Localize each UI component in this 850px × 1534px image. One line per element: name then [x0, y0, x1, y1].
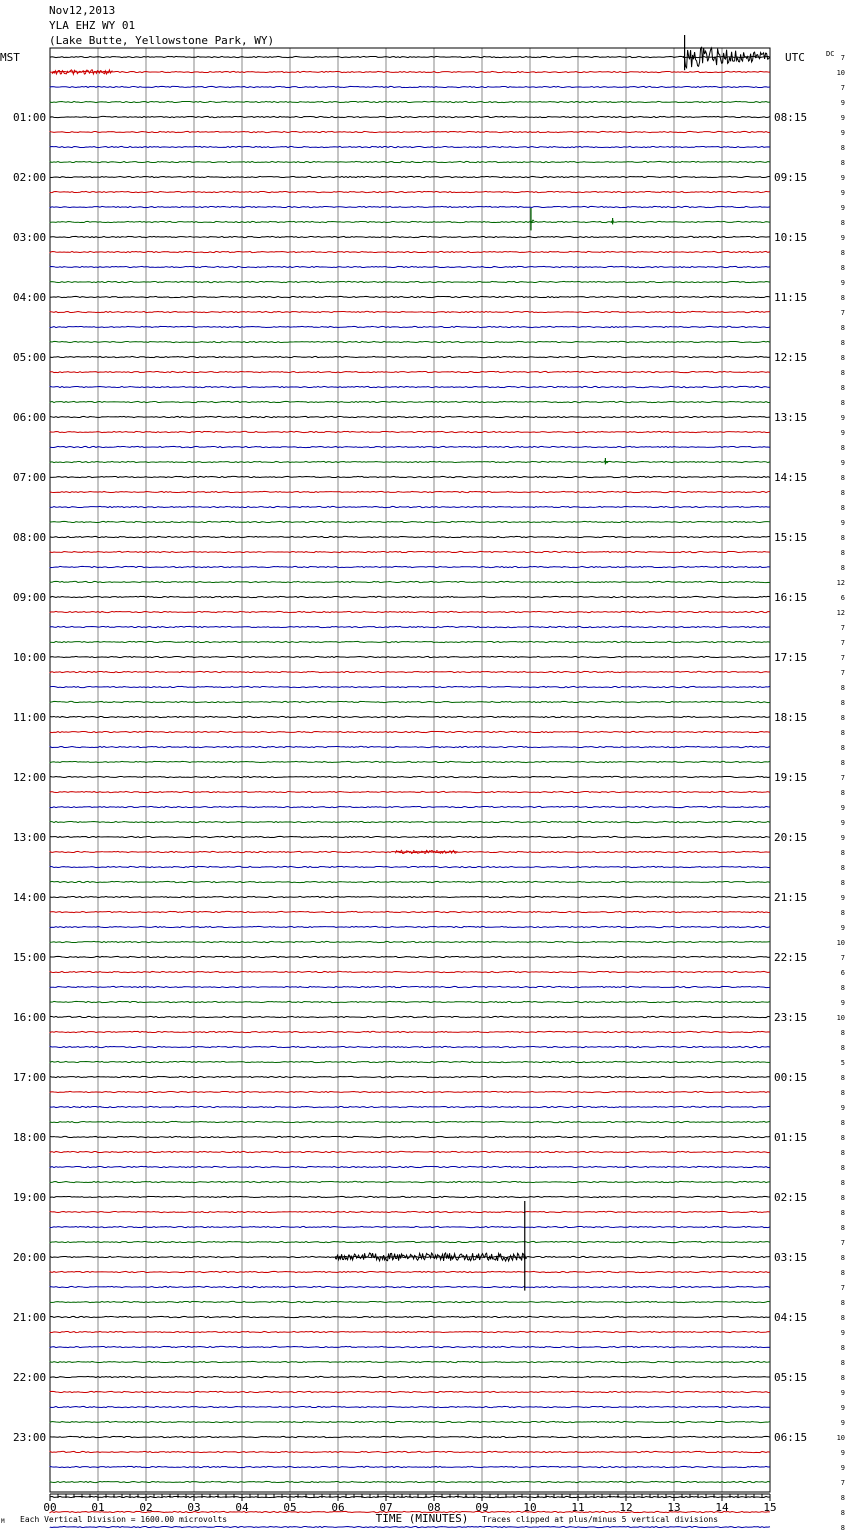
trace-row	[50, 221, 770, 222]
trace-row	[50, 641, 770, 642]
trace-row	[50, 1241, 770, 1242]
trace-row	[50, 356, 770, 357]
x-tick-label: 15	[763, 1501, 777, 1514]
hour-label-mst: 12:00	[13, 771, 47, 784]
trace-row	[50, 761, 770, 762]
dc-value: 8	[840, 1269, 845, 1277]
dc-value: 8	[840, 219, 845, 227]
dc-value: 7	[840, 1284, 845, 1292]
dc-value: 9	[840, 1389, 845, 1397]
dc-value: 9	[840, 174, 845, 182]
trace-row	[50, 911, 770, 912]
hour-label-utc: 10:15	[774, 231, 808, 244]
dc-value: 8	[840, 1074, 845, 1082]
dc-value: 8	[840, 1209, 845, 1217]
dc-value: 8	[840, 1314, 845, 1322]
dc-value: 8	[840, 909, 845, 917]
dc-value: 8	[840, 159, 845, 167]
dc-value: 8	[840, 879, 845, 887]
trace-row	[50, 1466, 770, 1467]
hour-label-mst: 05:00	[13, 351, 47, 364]
trace-row	[50, 881, 770, 882]
dc-value: 7	[840, 54, 845, 62]
hour-label-mst: 23:00	[13, 1431, 47, 1444]
trace-row	[50, 56, 770, 57]
trace-row	[50, 866, 770, 867]
dc-value: 8	[840, 249, 845, 257]
dc-value: 9	[840, 999, 845, 1007]
hour-label-utc: 09:15	[774, 171, 808, 184]
trace-row	[50, 1316, 770, 1317]
dc-value: 9	[840, 234, 845, 242]
chart-date: Nov12,2013	[49, 4, 116, 17]
trace-row	[50, 296, 770, 297]
trace-row	[50, 536, 770, 537]
trace-row	[50, 611, 770, 612]
dc-value: 8	[840, 1089, 845, 1097]
dc-value: 8	[840, 549, 845, 557]
trace-row	[50, 236, 770, 237]
x-tick-label: 14	[715, 1501, 729, 1514]
trace-row	[50, 1361, 770, 1362]
dc-value: 8	[840, 849, 845, 857]
x-tick-label: 12	[619, 1501, 633, 1514]
dc-value: 8	[840, 1494, 845, 1502]
hour-label-utc: 12:15	[774, 351, 808, 364]
dc-value: 8	[840, 864, 845, 872]
dc-value: 9	[840, 279, 845, 287]
dc-value: 10	[836, 69, 845, 77]
hour-label-mst: 07:00	[13, 471, 47, 484]
dc-value: 9	[840, 459, 845, 467]
trace-row	[50, 1376, 770, 1377]
trace-row	[50, 176, 770, 177]
hour-label-utc: 04:15	[774, 1311, 808, 1324]
dc-value: 8	[840, 714, 845, 722]
dc-value: 8	[840, 1119, 845, 1127]
right-timezone-label: UTC	[785, 51, 805, 64]
dc-value: 9	[840, 429, 845, 437]
hour-label-utc: 22:15	[774, 951, 808, 964]
x-tick-label: 00	[43, 1501, 57, 1514]
dc-value: 9	[840, 189, 845, 197]
dc-value: 8	[840, 504, 845, 512]
x-tick-label: 07	[379, 1501, 393, 1514]
dc-value: 8	[840, 1344, 845, 1352]
trace-row	[50, 1031, 770, 1032]
dc-value: 7	[840, 1479, 845, 1487]
dc-value: 8	[840, 144, 845, 152]
dc-value: 9	[840, 1329, 845, 1337]
hour-label-mst: 21:00	[13, 1311, 47, 1324]
seismic-event	[336, 1253, 525, 1261]
trace-row	[50, 146, 770, 147]
trace-row	[50, 1526, 770, 1527]
trace-row	[50, 941, 770, 942]
dc-value: 5	[840, 1059, 845, 1067]
trace-row	[50, 1136, 770, 1137]
trace-row	[50, 116, 770, 117]
dc-value: 8	[840, 384, 845, 392]
dc-value: 8	[840, 1029, 845, 1037]
dc-value: 8	[840, 684, 845, 692]
trace-row	[50, 1076, 770, 1077]
trace-row	[50, 1301, 770, 1302]
station-location: (Lake Butte, Yellowstone Park, WY)	[49, 34, 275, 47]
dc-value: 12	[836, 579, 845, 587]
trace-row	[50, 671, 770, 672]
trace-row	[50, 806, 770, 807]
hour-label-mst: 17:00	[13, 1071, 47, 1084]
clip-note: Traces clipped at plus/minus 5 vertical divisions	[482, 1515, 719, 1524]
dc-value: 6	[840, 594, 845, 602]
dc-value: 9	[840, 1104, 845, 1112]
hour-label-utc: 08:15	[774, 111, 808, 124]
trace-row	[50, 551, 770, 552]
dc-value: 8	[840, 1374, 845, 1382]
trace-row	[50, 311, 770, 312]
scale-note: Each Vertical Division = 1600.00 microvolts	[20, 1515, 228, 1524]
dc-value: 6	[840, 969, 845, 977]
hour-label-utc: 23:15	[774, 1011, 808, 1024]
dc-value: 9	[840, 519, 845, 527]
hour-label-mst: 10:00	[13, 651, 47, 664]
hour-label-mst: 14:00	[13, 891, 47, 904]
trace-row	[50, 821, 770, 822]
dc-value: 7	[840, 954, 845, 962]
hour-label-utc: 15:15	[774, 531, 808, 544]
dc-value: 8	[840, 489, 845, 497]
trace-row	[50, 1271, 770, 1272]
trace-row	[50, 1061, 770, 1062]
trace-row	[50, 341, 770, 342]
dc-value: 8	[840, 339, 845, 347]
dc-value: 9	[840, 1464, 845, 1472]
dc-value: 8	[840, 1134, 845, 1142]
trace-row	[50, 1181, 770, 1182]
dc-value: 7	[840, 84, 845, 92]
dc-value: 8	[840, 1179, 845, 1187]
dc-value: 8	[840, 399, 845, 407]
trace-row	[50, 476, 770, 477]
dc-value: 7	[840, 624, 845, 632]
dc-value: 9	[840, 1419, 845, 1427]
dc-value: 9	[840, 114, 845, 122]
hour-label-utc: 05:15	[774, 1371, 808, 1384]
dc-value: 8	[840, 444, 845, 452]
dc-value: 10	[836, 1434, 845, 1442]
trace-row	[50, 326, 770, 327]
trace-row	[50, 1166, 770, 1167]
dc-value: 9	[840, 129, 845, 137]
trace-row	[50, 131, 770, 132]
trace-row	[50, 491, 770, 492]
trace-row	[50, 161, 770, 162]
corner-mark: M	[1, 1518, 5, 1525]
trace-row	[50, 281, 770, 282]
dc-value: 8	[840, 264, 845, 272]
trace-row	[50, 596, 770, 597]
dc-value: 8	[840, 699, 845, 707]
hour-label-utc: 01:15	[774, 1131, 808, 1144]
dc-value: 8	[840, 1509, 845, 1517]
dc-value: 9	[840, 804, 845, 812]
trace-row	[50, 791, 770, 792]
trace-row	[50, 71, 770, 72]
trace-row	[50, 956, 770, 957]
trace-row	[50, 1421, 770, 1422]
hour-label-mst: 03:00	[13, 231, 47, 244]
dc-value: 8	[840, 789, 845, 797]
trace-row	[50, 266, 770, 267]
dc-value: 8	[840, 744, 845, 752]
dc-value: 9	[840, 819, 845, 827]
dc-value: 7	[840, 669, 845, 677]
dc-value: 9	[840, 99, 845, 107]
left-timezone-label: MST	[0, 51, 20, 64]
trace-row	[50, 506, 770, 507]
trace-row	[50, 191, 770, 192]
dc-value: 8	[840, 1224, 845, 1232]
trace-row	[50, 1451, 770, 1452]
dc-value: 9	[840, 924, 845, 932]
trace-row	[50, 971, 770, 972]
hour-label-mst: 13:00	[13, 831, 47, 844]
hour-label-mst: 09:00	[13, 591, 47, 604]
hour-label-utc: 02:15	[774, 1191, 808, 1204]
trace-row	[50, 101, 770, 102]
hour-label-mst: 20:00	[13, 1251, 47, 1264]
x-tick-label: 11	[571, 1501, 585, 1514]
dc-value: 8	[840, 534, 845, 542]
x-axis-title: TIME (MINUTES)	[375, 1512, 469, 1525]
dc-value: 9	[840, 834, 845, 842]
dc-value: 7	[840, 1239, 845, 1247]
hour-label-utc: 17:15	[774, 651, 808, 664]
trace-row	[50, 86, 770, 87]
dc-value: 8	[840, 1524, 845, 1532]
trace-row	[50, 566, 770, 567]
dc-value: 9	[840, 204, 845, 212]
trace-row	[50, 776, 770, 777]
hour-label-utc: 14:15	[774, 471, 808, 484]
hour-label-utc: 11:15	[774, 291, 808, 304]
hour-label-utc: 20:15	[774, 831, 808, 844]
hour-label-mst: 18:00	[13, 1131, 47, 1144]
trace-row	[50, 1331, 770, 1332]
hour-label-mst: 22:00	[13, 1371, 47, 1384]
dc-value: 8	[840, 1299, 845, 1307]
hour-label-utc: 06:15	[774, 1431, 808, 1444]
dc-value: 8	[840, 759, 845, 767]
x-tick-label: 05	[283, 1501, 297, 1514]
hour-label-mst: 06:00	[13, 411, 47, 424]
hour-label-mst: 11:00	[13, 711, 47, 724]
trace-row	[50, 926, 770, 927]
dc-value: 8	[840, 984, 845, 992]
dc-value: 9	[840, 894, 845, 902]
trace-row	[50, 1106, 770, 1107]
trace-row	[50, 1016, 770, 1017]
trace-row	[50, 1226, 770, 1227]
dc-value: 8	[840, 474, 845, 482]
dc-value: 8	[840, 1044, 845, 1052]
dc-value: 7	[840, 774, 845, 782]
x-tick-label: 02	[139, 1501, 153, 1514]
hour-label-utc: 16:15	[774, 591, 808, 604]
dc-value: 8	[840, 354, 845, 362]
trace-row	[50, 626, 770, 627]
x-tick-label: 04	[235, 1501, 249, 1514]
trace-row	[50, 686, 770, 687]
trace-row	[50, 1391, 770, 1392]
trace-row	[50, 1121, 770, 1122]
trace-row	[50, 386, 770, 387]
trace-row	[50, 896, 770, 897]
dc-value: 8	[840, 1254, 845, 1262]
trace-row	[50, 1196, 770, 1197]
hour-label-utc: 19:15	[774, 771, 808, 784]
dc-value: 7	[840, 654, 845, 662]
hour-label-mst: 01:00	[13, 111, 47, 124]
trace-row	[50, 1436, 770, 1437]
trace-row	[50, 1346, 770, 1347]
dc-value: 10	[836, 1014, 845, 1022]
dc-value: 8	[840, 324, 845, 332]
trace-row	[50, 656, 770, 657]
dc-value: 8	[840, 1149, 845, 1157]
dc-value: 7	[840, 639, 845, 647]
trace-row	[50, 371, 770, 372]
trace-row	[50, 1481, 770, 1482]
trace-row	[50, 461, 770, 462]
hour-label-mst: 15:00	[13, 951, 47, 964]
dc-label: DC	[826, 50, 835, 58]
dc-value: 8	[840, 564, 845, 572]
hour-label-mst: 19:00	[13, 1191, 47, 1204]
trace-row	[50, 716, 770, 717]
trace-row	[50, 746, 770, 747]
dc-value: 8	[840, 729, 845, 737]
dc-value: 8	[840, 1164, 845, 1172]
hour-label-mst: 04:00	[13, 291, 47, 304]
dc-value: 12	[836, 609, 845, 617]
trace-row	[50, 1286, 770, 1287]
trace-row	[50, 1406, 770, 1407]
trace-row	[50, 431, 770, 432]
hour-label-utc: 03:15	[774, 1251, 808, 1264]
x-tick-label: 09	[475, 1501, 489, 1514]
dc-value: 9	[840, 1404, 845, 1412]
x-tick-label: 03	[187, 1501, 201, 1514]
trace-row	[50, 581, 770, 582]
trace-row	[50, 416, 770, 417]
trace-row	[50, 401, 770, 402]
dc-value: 10	[836, 939, 845, 947]
dc-value: 7	[840, 309, 845, 317]
plot-frame	[50, 48, 770, 1492]
x-tick-label: 08	[427, 1501, 441, 1514]
trace-row	[50, 1046, 770, 1047]
trace-row	[50, 521, 770, 522]
trace-row	[50, 1001, 770, 1002]
hour-label-mst: 08:00	[13, 531, 47, 544]
trace-row	[50, 836, 770, 837]
x-tick-label: 10	[523, 1501, 537, 1514]
x-tick-label: 13	[667, 1501, 681, 1514]
dc-value: 8	[840, 1359, 845, 1367]
hour-label-mst: 02:00	[13, 171, 47, 184]
dc-value: 9	[840, 414, 845, 422]
hour-label-utc: 21:15	[774, 891, 808, 904]
hour-label-utc: 13:15	[774, 411, 808, 424]
trace-row	[50, 206, 770, 207]
dc-value: 8	[840, 294, 845, 302]
trace-row	[50, 1211, 770, 1212]
trace-row	[50, 1091, 770, 1092]
trace-row	[50, 251, 770, 252]
trace-row	[50, 701, 770, 702]
trace-row	[50, 446, 770, 447]
dc-value: 8	[840, 369, 845, 377]
hour-label-utc: 00:15	[774, 1071, 808, 1084]
trace-row	[50, 731, 770, 732]
x-tick-label: 06	[331, 1501, 345, 1514]
x-tick-label: 01	[91, 1501, 105, 1514]
dc-value: 9	[840, 1449, 845, 1457]
dc-value: 8	[840, 1194, 845, 1202]
trace-row	[50, 986, 770, 987]
station-code: YLA EHZ WY 01	[49, 19, 136, 32]
hour-label-mst: 16:00	[13, 1011, 47, 1024]
hour-label-utc: 18:15	[774, 711, 808, 724]
trace-row	[50, 1151, 770, 1152]
